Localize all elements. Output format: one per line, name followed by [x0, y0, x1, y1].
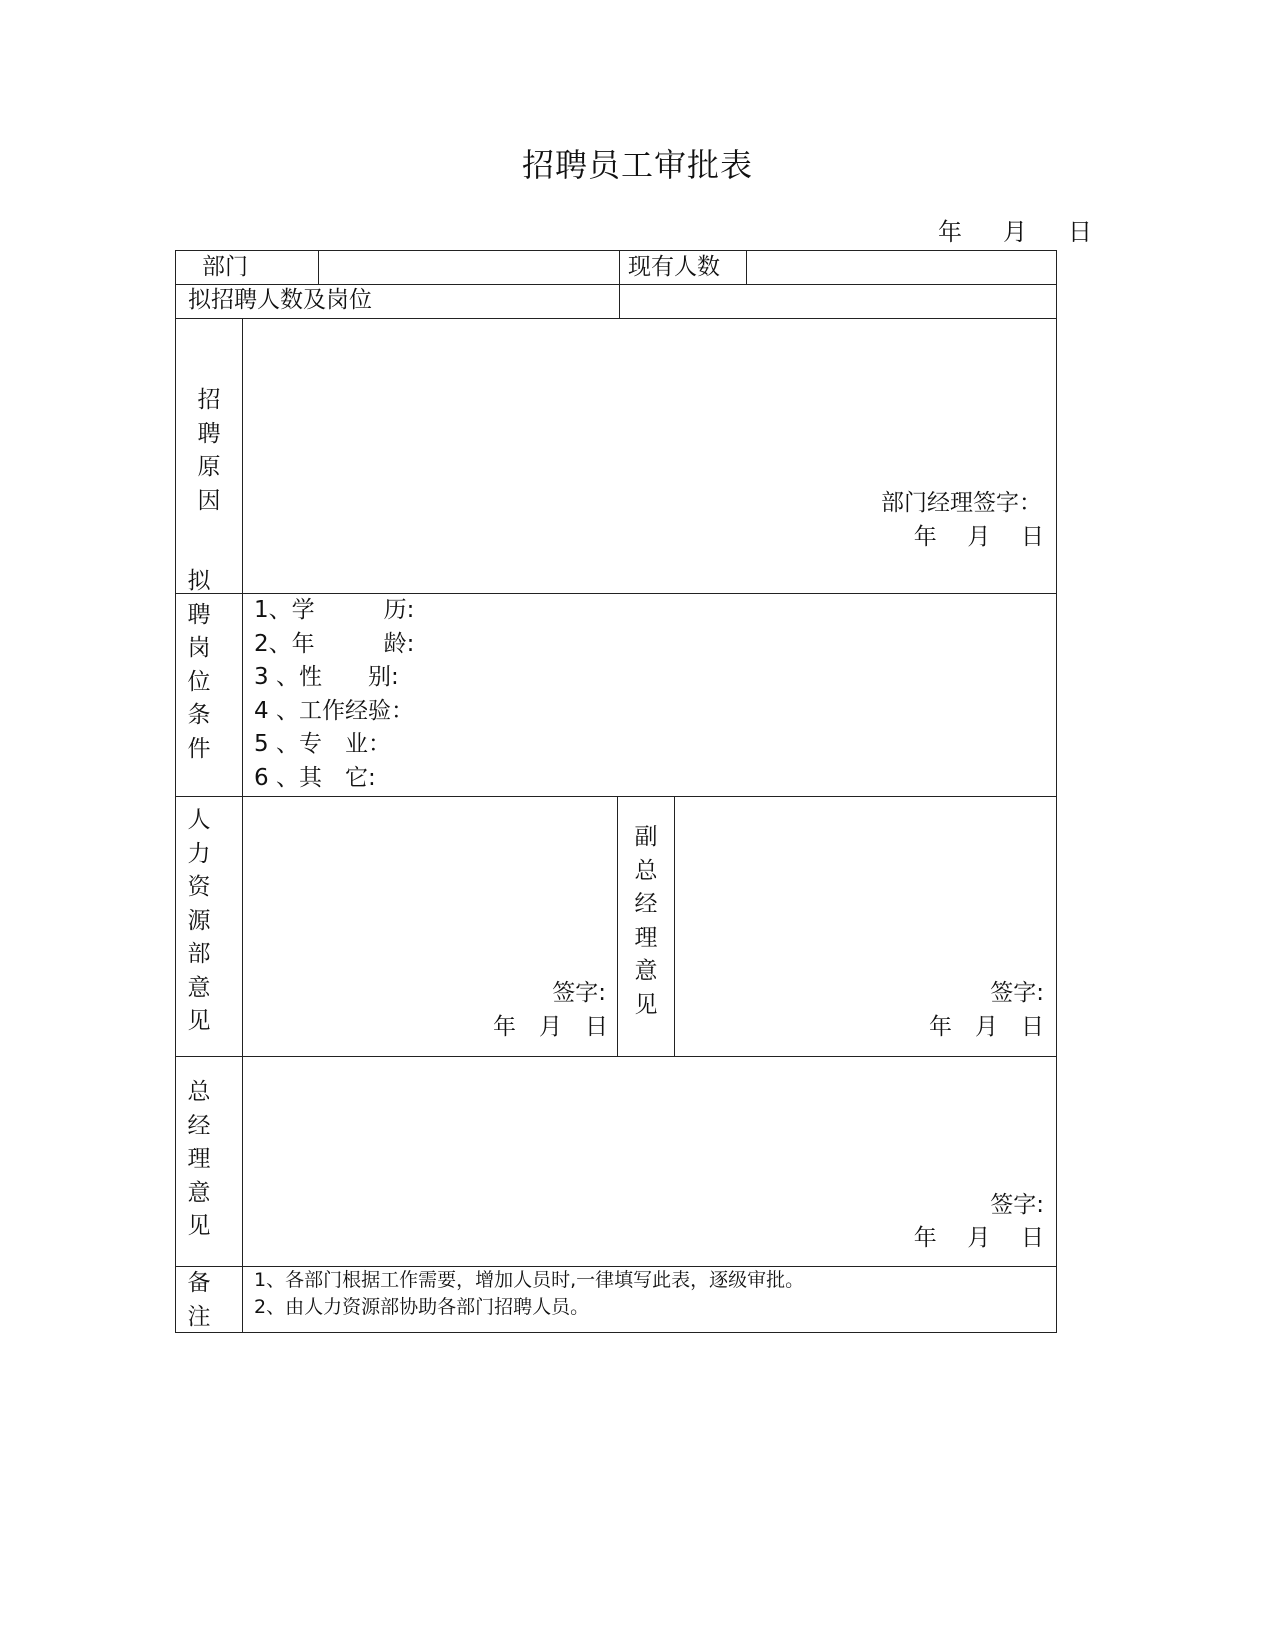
approval-form-table: [175, 250, 1057, 1333]
condition-age: 2、年 龄:: [254, 630, 415, 657]
gm-sign-label: 签字:: [990, 1192, 1044, 1218]
condition-major: 5 、专 业：: [254, 731, 391, 757]
manager-sign-label: 部门经理签字：: [881, 490, 1042, 516]
col-divider: [746, 251, 747, 284]
vp-opinion-field[interactable]: [681, 803, 1049, 953]
col-divider: [619, 251, 620, 318]
condition-education: 1、学 历:: [254, 597, 415, 623]
reason-date: 年 月 日: [913, 524, 1044, 550]
notes-list: [254, 1267, 804, 1321]
note-item: 2、由人力资源部协助各部门招聘人员。: [254, 1296, 590, 1318]
form-title: 招聘员工审批表: [521, 146, 753, 184]
department-field[interactable]: [322, 253, 616, 281]
hr-opinion-label: 人 力 资 源 部 意 见: [187, 807, 211, 1034]
date-year: 年: [938, 218, 962, 246]
col-divider: [617, 796, 618, 1056]
current-count-label: 现有人数: [628, 254, 720, 280]
condition-other: 6 、其 它:: [254, 764, 376, 791]
col-divider: [318, 251, 319, 284]
gm-opinion-field[interactable]: [248, 1063, 1048, 1173]
row-divider: [176, 318, 1056, 319]
planned-hire-label: 拟招聘人数及岗位: [188, 287, 372, 313]
department-label: 部门: [202, 254, 248, 280]
reason-label: 招 聘 原 因: [197, 387, 221, 514]
col-divider: [242, 318, 243, 1332]
date-month: 月: [1003, 218, 1027, 246]
vp-sign-date: 年 月 日: [929, 1014, 1044, 1040]
vp-opinion-label: 副 总 经 理 意 见: [634, 824, 658, 1018]
row-divider: [176, 796, 1056, 797]
notes-label: 备 注: [187, 1270, 211, 1330]
condition-experience: 4 、工作经验：: [254, 697, 414, 724]
condition-gender: 3 、性 别:: [254, 664, 399, 690]
hr-sign-date: 年 月 日: [493, 1014, 608, 1040]
row-divider: [176, 284, 1056, 285]
vp-sign-label: 签字:: [990, 980, 1044, 1006]
row-divider: [176, 1056, 1056, 1057]
note-item: 1、各部门根据工作需要，增加人员时,一律填写此表，逐级审批。: [254, 1269, 805, 1291]
date-day: 日: [1068, 218, 1092, 246]
reason-field[interactable]: [248, 323, 1048, 473]
gm-opinion-label: 总 经 理 意 见: [187, 1079, 211, 1239]
hr-sign-label: 签字:: [552, 980, 606, 1006]
current-count-field[interactable]: [750, 253, 1050, 281]
conditions-list: [254, 594, 414, 795]
conditions-label: 拟 聘 岗 位 条 件: [187, 568, 211, 762]
gm-sign-date: 年 月 日: [913, 1225, 1044, 1251]
hr-opinion-field[interactable]: [248, 803, 608, 953]
col-divider: [674, 796, 675, 1056]
planned-hire-field[interactable]: [623, 287, 1051, 315]
